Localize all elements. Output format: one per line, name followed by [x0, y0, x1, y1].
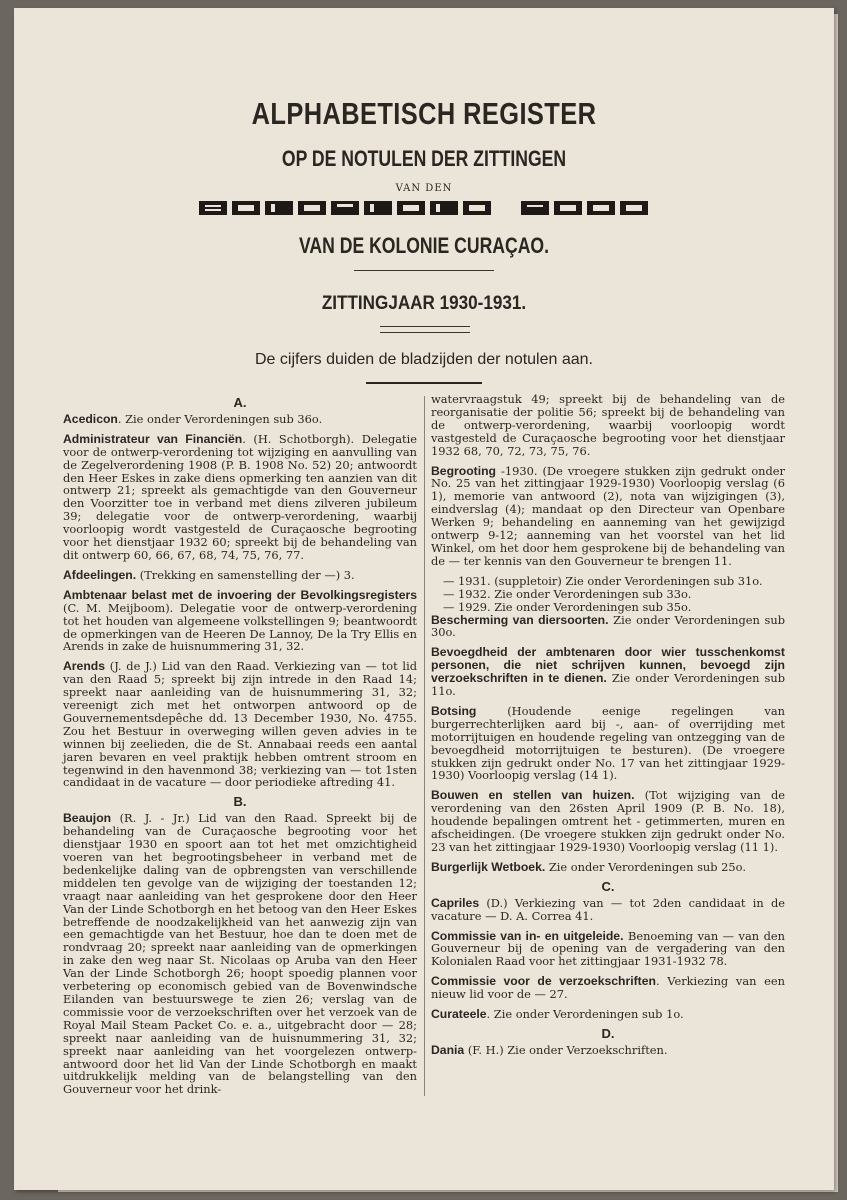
register-entry: [431, 393, 785, 458]
right-column: [431, 393, 785, 1064]
entry-text: watervraagstuk 49; spreekt bij de behandeling van de reorganisatie der politie 56; spreekt bij de behandeling van de ontwerp-verordening, waarbij voorloopig wordt vastgesteld de Curaçaosche begrooting voor het dienstjaar 1932 68, 70, 72, 73, 75, 76.: [431, 392, 785, 458]
register-entry: [63, 413, 417, 426]
register-entry: [63, 569, 417, 582]
van-den-label: VAN DEN: [395, 183, 453, 194]
entry-heading: Curateele: [431, 1007, 487, 1022]
register-entry: [63, 589, 417, 654]
entry-text: . Zie onder Verordeningen sub 36o.: [117, 411, 323, 426]
register-entry: [63, 433, 417, 562]
entry-heading: Administrateur van Financiën: [63, 431, 243, 446]
register-entry: [431, 975, 785, 1001]
document-title: ALPHABETISCH REGISTER: [251, 96, 597, 131]
entry-heading: Commissie voor de verzoekschriften: [431, 974, 656, 989]
document-page: [14, 8, 834, 1190]
entry-text: (Tot wijziging van de verordening van den 26sten April 1909 (P. B. No. 18), houdende bepalingen omtrent het - getimmerten, muren en afscheidingen. (De vroegere stukken zijn gedrukt onder No. 23 van het zittingjaar 1929-1930) Voorloopig verslag (11 1).: [431, 788, 785, 854]
register-entry: [431, 465, 785, 568]
register-entry: [431, 1044, 785, 1057]
entry-heading: Arends: [63, 659, 105, 674]
column-divider: [424, 396, 425, 1096]
register-entry: [63, 660, 417, 789]
entry-heading: Botsing: [431, 703, 477, 718]
double-rule: [380, 326, 470, 333]
entry-heading: Capriles: [431, 895, 480, 910]
section-letter: C.: [601, 878, 615, 894]
entry-text: . Verkiezing van een nieuw lid voor de — 27.: [431, 974, 785, 1002]
sub-entry: — 1931. (suppletoir) Zie onder Verordeningen sub 31o.: [443, 573, 763, 588]
entry-text: (R. J. - Jr.) Lid van den Raad. Spreekt bij de behandeling van de Curaçaosche begrooting voor het dienstjaar 1930 en spoort aan tot het met omzichtigheid voeren van het begrootingsbeheer in verband met de bedenkelijke daling van de opbrengsten van verschillende middelen ten gevolge van de wijziging der toestanden 12; vraagt naar aanleiding van het gesprokene door den Heer Van der Linde Schotborgh en het betoog van den Heer Eskes betreffende de noodzakelijkheid van het aanwezig zijn van een gemachtigde van het Bestuur, hoe dan te doen met de rondvraag 20; spreekt naar aanleiding van de opmerkingen in zake den weg naar St. Nicolaas op Aruba van den Heer Van der Linde Schotborgh 26; hoopt spoedig plannen voor verbetering op economisch gebied van de Bovenwindsche Eilanden van bestuurswege te zien 26; verslag van de commissie voor de verzoekschriften over het verzoek van de Royal Mail Steam Packet Co. e. a., uitgebracht door — 28; spreekt naar aanleiding van de huisnummering 31, 32; spreekt naar aanleiding van het voorgelezen ontwerp-antwoord door het lid Van der Linde Schotborgh en maakt uitdrukkelijk melding van de belangstelling van den Gouverneur voor het drink-: [63, 811, 417, 1097]
note-rule: [366, 382, 482, 384]
entry-text: Zie onder Verordeningen sub 30o.: [431, 612, 786, 640]
entry-text: Zie onder Verordeningen sub 11o.: [431, 671, 785, 699]
entry-text: (C. M. Meijboom). Delegatie voor de ontwerp-verordening tot het houden van algemeene volkstellingen 9; beantwoordt de opmerkingen van de Heeren De Lannoy, De la Try Ellis en Arends in zake de huisnummering 31, 32.: [63, 600, 417, 654]
entry-text: Benoeming van — van den Gouverneur bij de opening van de vergadering van den Kolonialen Raad voor het zittingjaar 1931-1932 78.: [431, 928, 785, 969]
register-entry: [431, 614, 785, 640]
entry-heading: Beaujon: [63, 811, 112, 826]
entry-text: (Trekking en samenstelling der —) 3.: [136, 567, 355, 582]
section-letter: A.: [233, 395, 247, 410]
entry-text: (Houdende eenige regelingen van burgerrechterlijken aard bij -, aan- of overrijding met motorrijtuigen en houdende regeling van ontzegging van de bevoegdheid motorrijtuigen te besturen). (De vroegere stukken zijn gedrukt onder No. 17 van het zittingjaar 1929-1930) Voorloopig verslag (14 1).: [431, 703, 785, 783]
entry-heading: Burgerlijk Wetboek.: [431, 859, 546, 874]
register-entry: [431, 646, 785, 698]
entry-heading: Acedicon: [63, 411, 118, 426]
raad-wordmark: [521, 200, 649, 216]
entry-text: -1930. (De vroegere stukken zijn gedrukt onder No. 25 van het zittingjaar 1929-1930) Voorloopig verslag (6 1), memorie van antwoord (2), nota van wijzigingen (3), eindverslag (4); mandaat op den Directeur van Openbare Werken 9; behandeling en aanneming van het gewijzigd ontwerp 9-12; aanneming van het voorstel van het lid Winkel, om het door hem gesprokene bij de behandeling van de — ter kennis van den Gouverneur te brengen 11.: [431, 463, 785, 568]
section-letter: B.: [233, 794, 247, 810]
entry-heading: Commissie van in- en uitgeleide.: [431, 928, 624, 943]
session-title: ZITTINGJAAR 1930-1931.: [321, 293, 527, 314]
register-entry: [431, 897, 785, 923]
register-entry: [63, 812, 417, 1096]
register-entry: [431, 789, 785, 854]
entry-heading: Afdeelingen.: [63, 567, 137, 582]
entry-heading: Bouwen en stellen van huizen.: [431, 788, 635, 803]
entry-heading: Bescherming van diersoorten.: [431, 612, 609, 627]
register-entry: [431, 861, 785, 874]
entry-text: . Zie onder Verordeningen sub 1o.: [486, 1007, 684, 1022]
header-rule: [354, 270, 494, 271]
raad-name-logo: [14, 200, 834, 216]
entry-text: (J. de J.) Lid van den Raad. Verkiezing van — tot lid van den Raad 5; spreekt bij zijn intrede in den Raad 14; spreekt naar aanleiding van de huisnummering 31, 32; vereenigt zich met het ontworpen antwoord op de Gouvernementsdepêche dd. 13 December 1930, No. 4755. Zou het Bestuur in overweging willen geven advies in te winnen bij zeelieden, die de St. Annabaai reeds een aantal jaren bevaren en veel praktijk hebben omtrent stroom en tegenwind in den havenmond 38; verkiezing van — tot 1sten candidaat in de vacature — door periodieke aftreding 41.: [63, 659, 417, 790]
left-column: [63, 393, 417, 1103]
entry-text: (F. H.) Zie onder Verzoekschriften.: [464, 1042, 668, 1057]
register-entry: [431, 705, 785, 782]
kolonialen-wordmark: [199, 200, 491, 216]
entry-heading: Begrooting: [431, 463, 496, 478]
entry-text: (D.) Verkiezing van — tot 2den candidaat in de vacature — D. A. Correa 41.: [431, 895, 785, 923]
entry-heading: Bevoegdheid der ambtenaren door wier tusschenkomst personen, die niet schrijven kunnen, bevoegd zijn verzoekschriften in te dienen.: [431, 645, 785, 686]
register-entry: [431, 1008, 785, 1021]
entry-text: Zie onder Verordeningen sub 25o.: [545, 859, 746, 874]
document-subtitle: OP DE NOTULEN DER ZITTINGEN: [281, 146, 567, 171]
page-number-note: De cijfers duiden de bladzijden der notulen aan.: [254, 351, 593, 368]
colony-title: VAN DE KOLONIE CURAÇAO.: [299, 233, 549, 258]
sub-entry: — 1929. Zie onder Verordeningen sub 35o.: [443, 599, 692, 614]
entry-heading: Ambtenaar belast met de invoering der Bevolkingsregisters: [63, 587, 417, 602]
section-letter: D.: [601, 1025, 615, 1041]
entry-text: . (H. Schotborgh). Delegatie voor de ontwerp-verordening tot wijziging en aanvulling van de Zegelverordening 1908 (P. B. 1908 No. 52) 20; antwoordt den Heer Eskes in zake diens opmerking ten aanzien van dit ontwerp 21; spreekt als gemachtigde van den Gouverneur den Voorzitter toe in verband met diens zilveren jubileum 39; delegatie voor de ontwerp-verordening, waarbij voorloopig wordt vastgesteld de Curaçaosche begrooting voor het dienstjaar 1932 60; spreekt bij de behandeling van dit ontwerp 60, 66, 67, 68, 74, 75, 76, 77.: [63, 431, 418, 562]
entry-heading: Dania: [431, 1042, 465, 1057]
sub-entry: — 1932. Zie onder Verordeningen sub 33o.: [443, 586, 692, 601]
register-entry: [431, 930, 785, 969]
